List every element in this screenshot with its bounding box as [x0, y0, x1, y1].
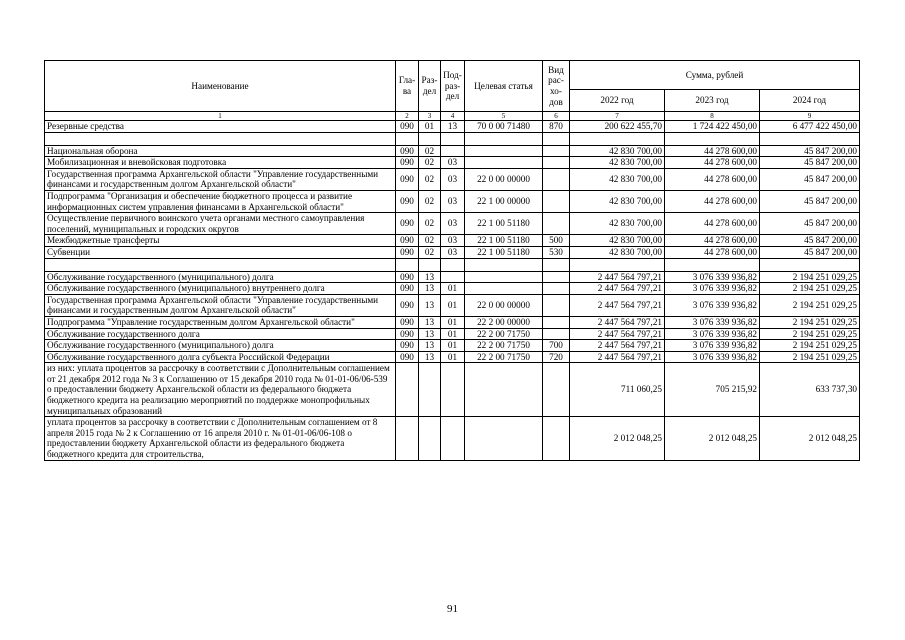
row-sum-2022: 2 447 564 797,21	[570, 316, 665, 328]
row-podrazdel: 03	[441, 168, 465, 190]
row-glava: 090	[396, 283, 419, 295]
row-name: Межбюджетные трансферты	[45, 235, 396, 247]
row-vid	[543, 294, 570, 316]
row-glava: 090	[396, 340, 419, 352]
row-podrazdel: 01	[441, 316, 465, 328]
row-sum-2023: 44 278 600,00	[665, 213, 760, 235]
row-name: Обслуживание государственного (муниципального) внутреннего долга	[45, 283, 396, 295]
row-glava: 090	[396, 271, 419, 283]
empty-cell	[570, 258, 665, 271]
empty-cell	[665, 132, 760, 145]
column-number: 4	[441, 112, 465, 121]
table-row	[45, 363, 860, 417]
row-sum-2022: 200 622 455,70	[570, 121, 665, 133]
row-sum-2022: 42 830 700,00	[570, 190, 665, 212]
row-glava	[396, 363, 419, 417]
row-sum-2024: 45 847 200,00	[760, 190, 860, 212]
row-sum-2023: 44 278 600,00	[665, 246, 760, 258]
row-sum-2023: 3 076 339 936,82	[665, 351, 760, 363]
empty-cell	[665, 258, 760, 271]
column-number: 3	[419, 112, 441, 121]
row-sum-2022: 42 830 700,00	[570, 157, 665, 169]
row-razdel: 01	[419, 121, 441, 133]
row-sum-2023: 3 076 339 936,82	[665, 271, 760, 283]
row-glava: 090	[396, 246, 419, 258]
row-glava: 090	[396, 168, 419, 190]
row-sum-2023: 3 076 339 936,82	[665, 316, 760, 328]
row-sum-2023: 44 278 600,00	[665, 168, 760, 190]
col-2023-header: 2023 год	[665, 90, 760, 112]
row-razdel: 02	[419, 235, 441, 247]
empty-cell	[570, 132, 665, 145]
row-vid	[543, 417, 570, 460]
row-sum-2023: 705 215,92	[665, 363, 760, 417]
row-celevaya	[465, 271, 543, 283]
row-razdel: 13	[419, 328, 441, 340]
row-sum-2024: 2 194 251 029,25	[760, 283, 860, 295]
row-vid	[543, 168, 570, 190]
row-sum-2024: 2 012 048,25	[760, 417, 860, 460]
budget-table-body	[45, 121, 860, 461]
row-celevaya: 22 1 00 51180	[465, 246, 543, 258]
row-razdel: 02	[419, 190, 441, 212]
row-podrazdel: 01	[441, 340, 465, 352]
empty-cell	[396, 132, 419, 145]
table-row	[45, 190, 860, 212]
col-celevaya-header: Целевая статья	[465, 61, 543, 112]
empty-cell	[465, 132, 543, 145]
row-sum-2023: 3 076 339 936,82	[665, 340, 760, 352]
row-podrazdel	[441, 363, 465, 417]
col-razdel-header: Раз-дел	[419, 61, 441, 112]
row-razdel: 02	[419, 168, 441, 190]
row-name: Обслуживание государственного (муниципального) долга	[45, 340, 396, 352]
row-celevaya	[465, 157, 543, 169]
col-podrazdel-header: Под-раз-дел	[441, 61, 465, 112]
row-sum-2022: 2 447 564 797,21	[570, 328, 665, 340]
row-sum-2022: 2 447 564 797,21	[570, 283, 665, 295]
row-razdel: 13	[419, 340, 441, 352]
row-sum-2024: 45 847 200,00	[760, 145, 860, 157]
row-glava: 090	[396, 213, 419, 235]
row-razdel: 13	[419, 283, 441, 295]
row-sum-2024: 2 194 251 029,25	[760, 294, 860, 316]
row-sum-2023: 3 076 339 936,82	[665, 328, 760, 340]
row-glava: 090	[396, 121, 419, 133]
row-vid: 870	[543, 121, 570, 133]
row-glava: 090	[396, 328, 419, 340]
blank-row	[45, 258, 860, 271]
row-celevaya	[465, 283, 543, 295]
row-glava	[396, 417, 419, 460]
row-glava: 090	[396, 294, 419, 316]
row-name: Государственная программа Архангельской области "Управление государственными финансами и государственным долгом Архангельской области"	[45, 168, 396, 190]
row-vid	[543, 328, 570, 340]
column-number: 7	[570, 112, 665, 121]
table-row	[45, 351, 860, 363]
row-podrazdel: 03	[441, 157, 465, 169]
empty-cell	[45, 132, 396, 145]
table-row	[45, 235, 860, 247]
row-razdel: 13	[419, 271, 441, 283]
row-sum-2024: 2 194 251 029,25	[760, 316, 860, 328]
row-sum-2022: 2 447 564 797,21	[570, 340, 665, 352]
row-name: Мобилизационная и вневойсковая подготовка	[45, 157, 396, 169]
table-row	[45, 157, 860, 169]
row-name: Подпрограмма "Организация и обеспечение бюджетного процесса и развитие информационных систем управления финансами в Архангельской области"	[45, 190, 396, 212]
row-name: Обслуживание государственного долга субъекта Российской Федерации	[45, 351, 396, 363]
table-row	[45, 121, 860, 133]
row-glava: 090	[396, 316, 419, 328]
row-glava: 090	[396, 157, 419, 169]
row-glava: 090	[396, 145, 419, 157]
col-2024-header: 2024 год	[760, 90, 860, 112]
row-name: из них: уплата процентов за рассрочку в соответствии с Дополнительным соглашением от 21 декабря 2012 года № 3 к Соглашению от 15 декабря 2010 года № 01-01-06/06-539 о предоставлении бюджету Архангельской области из федерального бюджета бюджетного кредита на реализацию мероприятий по поддержке монопрофильных муниципальных образований	[45, 363, 396, 417]
empty-cell	[45, 258, 396, 271]
row-sum-2024: 2 194 251 029,25	[760, 271, 860, 283]
row-podrazdel	[441, 417, 465, 460]
empty-cell	[396, 258, 419, 271]
row-razdel: 13	[419, 316, 441, 328]
row-name: уплата процентов за рассрочку в соответствии с Дополнительным соглашением от 8 апреля 2015 года № 2 к Соглашению от 16 апреля 2010 г. № 01-01-06/06-108 о предоставлении бюджету Архангельской области из федерального бюджета бюджетного кредита для строительства,	[45, 417, 396, 460]
row-celevaya: 70 0 00 71480	[465, 121, 543, 133]
row-vid	[543, 145, 570, 157]
row-razdel: 13	[419, 294, 441, 316]
row-name: Обслуживание государственного (муниципального) долга	[45, 271, 396, 283]
row-vid: 720	[543, 351, 570, 363]
row-name: Обслуживание государственного долга	[45, 328, 396, 340]
row-podrazdel: 01	[441, 294, 465, 316]
row-vid	[543, 271, 570, 283]
table-row	[45, 340, 860, 352]
empty-cell	[760, 132, 860, 145]
row-name: Субвенции	[45, 246, 396, 258]
row-podrazdel	[441, 145, 465, 157]
row-podrazdel: 13	[441, 121, 465, 133]
row-glava: 090	[396, 190, 419, 212]
row-sum-2022: 711 060,25	[570, 363, 665, 417]
empty-cell	[465, 258, 543, 271]
row-name: Подпрограмма "Управление государственным долгом Архангельской области"	[45, 316, 396, 328]
column-number: 8	[665, 112, 760, 121]
row-razdel	[419, 417, 441, 460]
row-razdel: 02	[419, 246, 441, 258]
row-sum-2022: 2 012 048,25	[570, 417, 665, 460]
budget-table	[44, 60, 860, 461]
row-celevaya: 22 2 00 71750	[465, 351, 543, 363]
row-vid	[543, 316, 570, 328]
row-razdel	[419, 363, 441, 417]
row-vid: 700	[543, 340, 570, 352]
row-sum-2023: 2 012 048,25	[665, 417, 760, 460]
empty-cell	[419, 132, 441, 145]
row-sum-2024: 2 194 251 029,25	[760, 351, 860, 363]
row-sum-2024: 2 194 251 029,25	[760, 340, 860, 352]
row-vid	[543, 190, 570, 212]
row-sum-2022: 42 830 700,00	[570, 213, 665, 235]
row-sum-2023: 44 278 600,00	[665, 157, 760, 169]
col-name-header: Наименование	[45, 61, 396, 112]
row-celevaya: 22 1 00 51180	[465, 235, 543, 247]
col-vid-header: Вид рас-хо-дов	[543, 61, 570, 112]
row-celevaya: 22 1 00 00000	[465, 190, 543, 212]
empty-cell	[419, 258, 441, 271]
row-celevaya	[465, 363, 543, 417]
row-sum-2024: 45 847 200,00	[760, 235, 860, 247]
empty-cell	[441, 132, 465, 145]
table-row	[45, 316, 860, 328]
row-name: Осуществление первичного воинского учета органами местного самоуправления поселений, муниципальных и городских округов	[45, 213, 396, 235]
row-sum-2023: 1 724 422 450,00	[665, 121, 760, 133]
table-row	[45, 328, 860, 340]
table-row	[45, 213, 860, 235]
row-sum-2023: 44 278 600,00	[665, 190, 760, 212]
row-celevaya	[465, 417, 543, 460]
row-name: Национальная оборона	[45, 145, 396, 157]
row-celevaya: 22 1 00 51180	[465, 213, 543, 235]
row-vid	[543, 363, 570, 417]
row-name: Резервные средства	[45, 121, 396, 133]
row-razdel: 13	[419, 351, 441, 363]
column-number: 5	[465, 112, 543, 121]
row-celevaya	[465, 145, 543, 157]
column-number: 9	[760, 112, 860, 121]
row-razdel: 02	[419, 157, 441, 169]
row-sum-2023: 44 278 600,00	[665, 235, 760, 247]
row-sum-2022: 2 447 564 797,21	[570, 351, 665, 363]
column-number: 6	[543, 112, 570, 121]
row-name: Государственная программа Архангельской области "Управление государственными финансами и государственным долгом Архангельской области"	[45, 294, 396, 316]
row-razdel: 02	[419, 145, 441, 157]
row-celevaya: 22 0 00 00000	[465, 294, 543, 316]
table-row	[45, 168, 860, 190]
blank-row	[45, 132, 860, 145]
row-sum-2024: 45 847 200,00	[760, 246, 860, 258]
row-celevaya: 22 2 00 71750	[465, 340, 543, 352]
table-row	[45, 271, 860, 283]
table-row	[45, 283, 860, 295]
row-sum-2023: 3 076 339 936,82	[665, 294, 760, 316]
column-number-row	[45, 112, 860, 121]
column-number: 2	[396, 112, 419, 121]
row-sum-2022: 2 447 564 797,21	[570, 294, 665, 316]
row-celevaya: 22 2 00 71750	[465, 328, 543, 340]
page-number: 91	[447, 603, 458, 615]
row-celevaya: 22 0 00 00000	[465, 168, 543, 190]
row-sum-2024: 45 847 200,00	[760, 157, 860, 169]
row-sum-2022: 42 830 700,00	[570, 168, 665, 190]
header-row-1	[45, 61, 860, 90]
row-sum-2024: 633 737,30	[760, 363, 860, 417]
row-sum-2024: 6 477 422 450,00	[760, 121, 860, 133]
empty-cell	[543, 132, 570, 145]
table-row	[45, 145, 860, 157]
row-sum-2024: 2 194 251 029,25	[760, 328, 860, 340]
row-glava: 090	[396, 235, 419, 247]
row-celevaya: 22 2 00 00000	[465, 316, 543, 328]
row-podrazdel: 01	[441, 283, 465, 295]
row-podrazdel: 01	[441, 328, 465, 340]
row-vid	[543, 213, 570, 235]
row-sum-2022: 42 830 700,00	[570, 235, 665, 247]
row-podrazdel: 03	[441, 213, 465, 235]
row-sum-2022: 2 447 564 797,21	[570, 271, 665, 283]
row-podrazdel: 01	[441, 351, 465, 363]
row-vid	[543, 283, 570, 295]
empty-cell	[543, 258, 570, 271]
column-number: 1	[45, 112, 396, 121]
row-sum-2023: 3 076 339 936,82	[665, 283, 760, 295]
col-summa-header: Сумма, рублей	[570, 61, 860, 90]
col-glava-header: Гла-ва	[396, 61, 419, 112]
col-2022-header: 2022 год	[570, 90, 665, 112]
row-glava: 090	[396, 351, 419, 363]
row-podrazdel: 03	[441, 235, 465, 247]
row-podrazdel: 03	[441, 246, 465, 258]
row-podrazdel: 03	[441, 190, 465, 212]
row-sum-2024: 45 847 200,00	[760, 213, 860, 235]
row-vid: 530	[543, 246, 570, 258]
row-podrazdel	[441, 271, 465, 283]
row-razdel: 02	[419, 213, 441, 235]
row-sum-2022: 42 830 700,00	[570, 246, 665, 258]
row-vid	[543, 157, 570, 169]
empty-cell	[441, 258, 465, 271]
row-sum-2022: 42 830 700,00	[570, 145, 665, 157]
row-vid: 500	[543, 235, 570, 247]
empty-cell	[760, 258, 860, 271]
row-sum-2023: 44 278 600,00	[665, 145, 760, 157]
table-row	[45, 294, 860, 316]
row-sum-2024: 45 847 200,00	[760, 168, 860, 190]
table-row	[45, 417, 860, 460]
table-row	[45, 246, 860, 258]
